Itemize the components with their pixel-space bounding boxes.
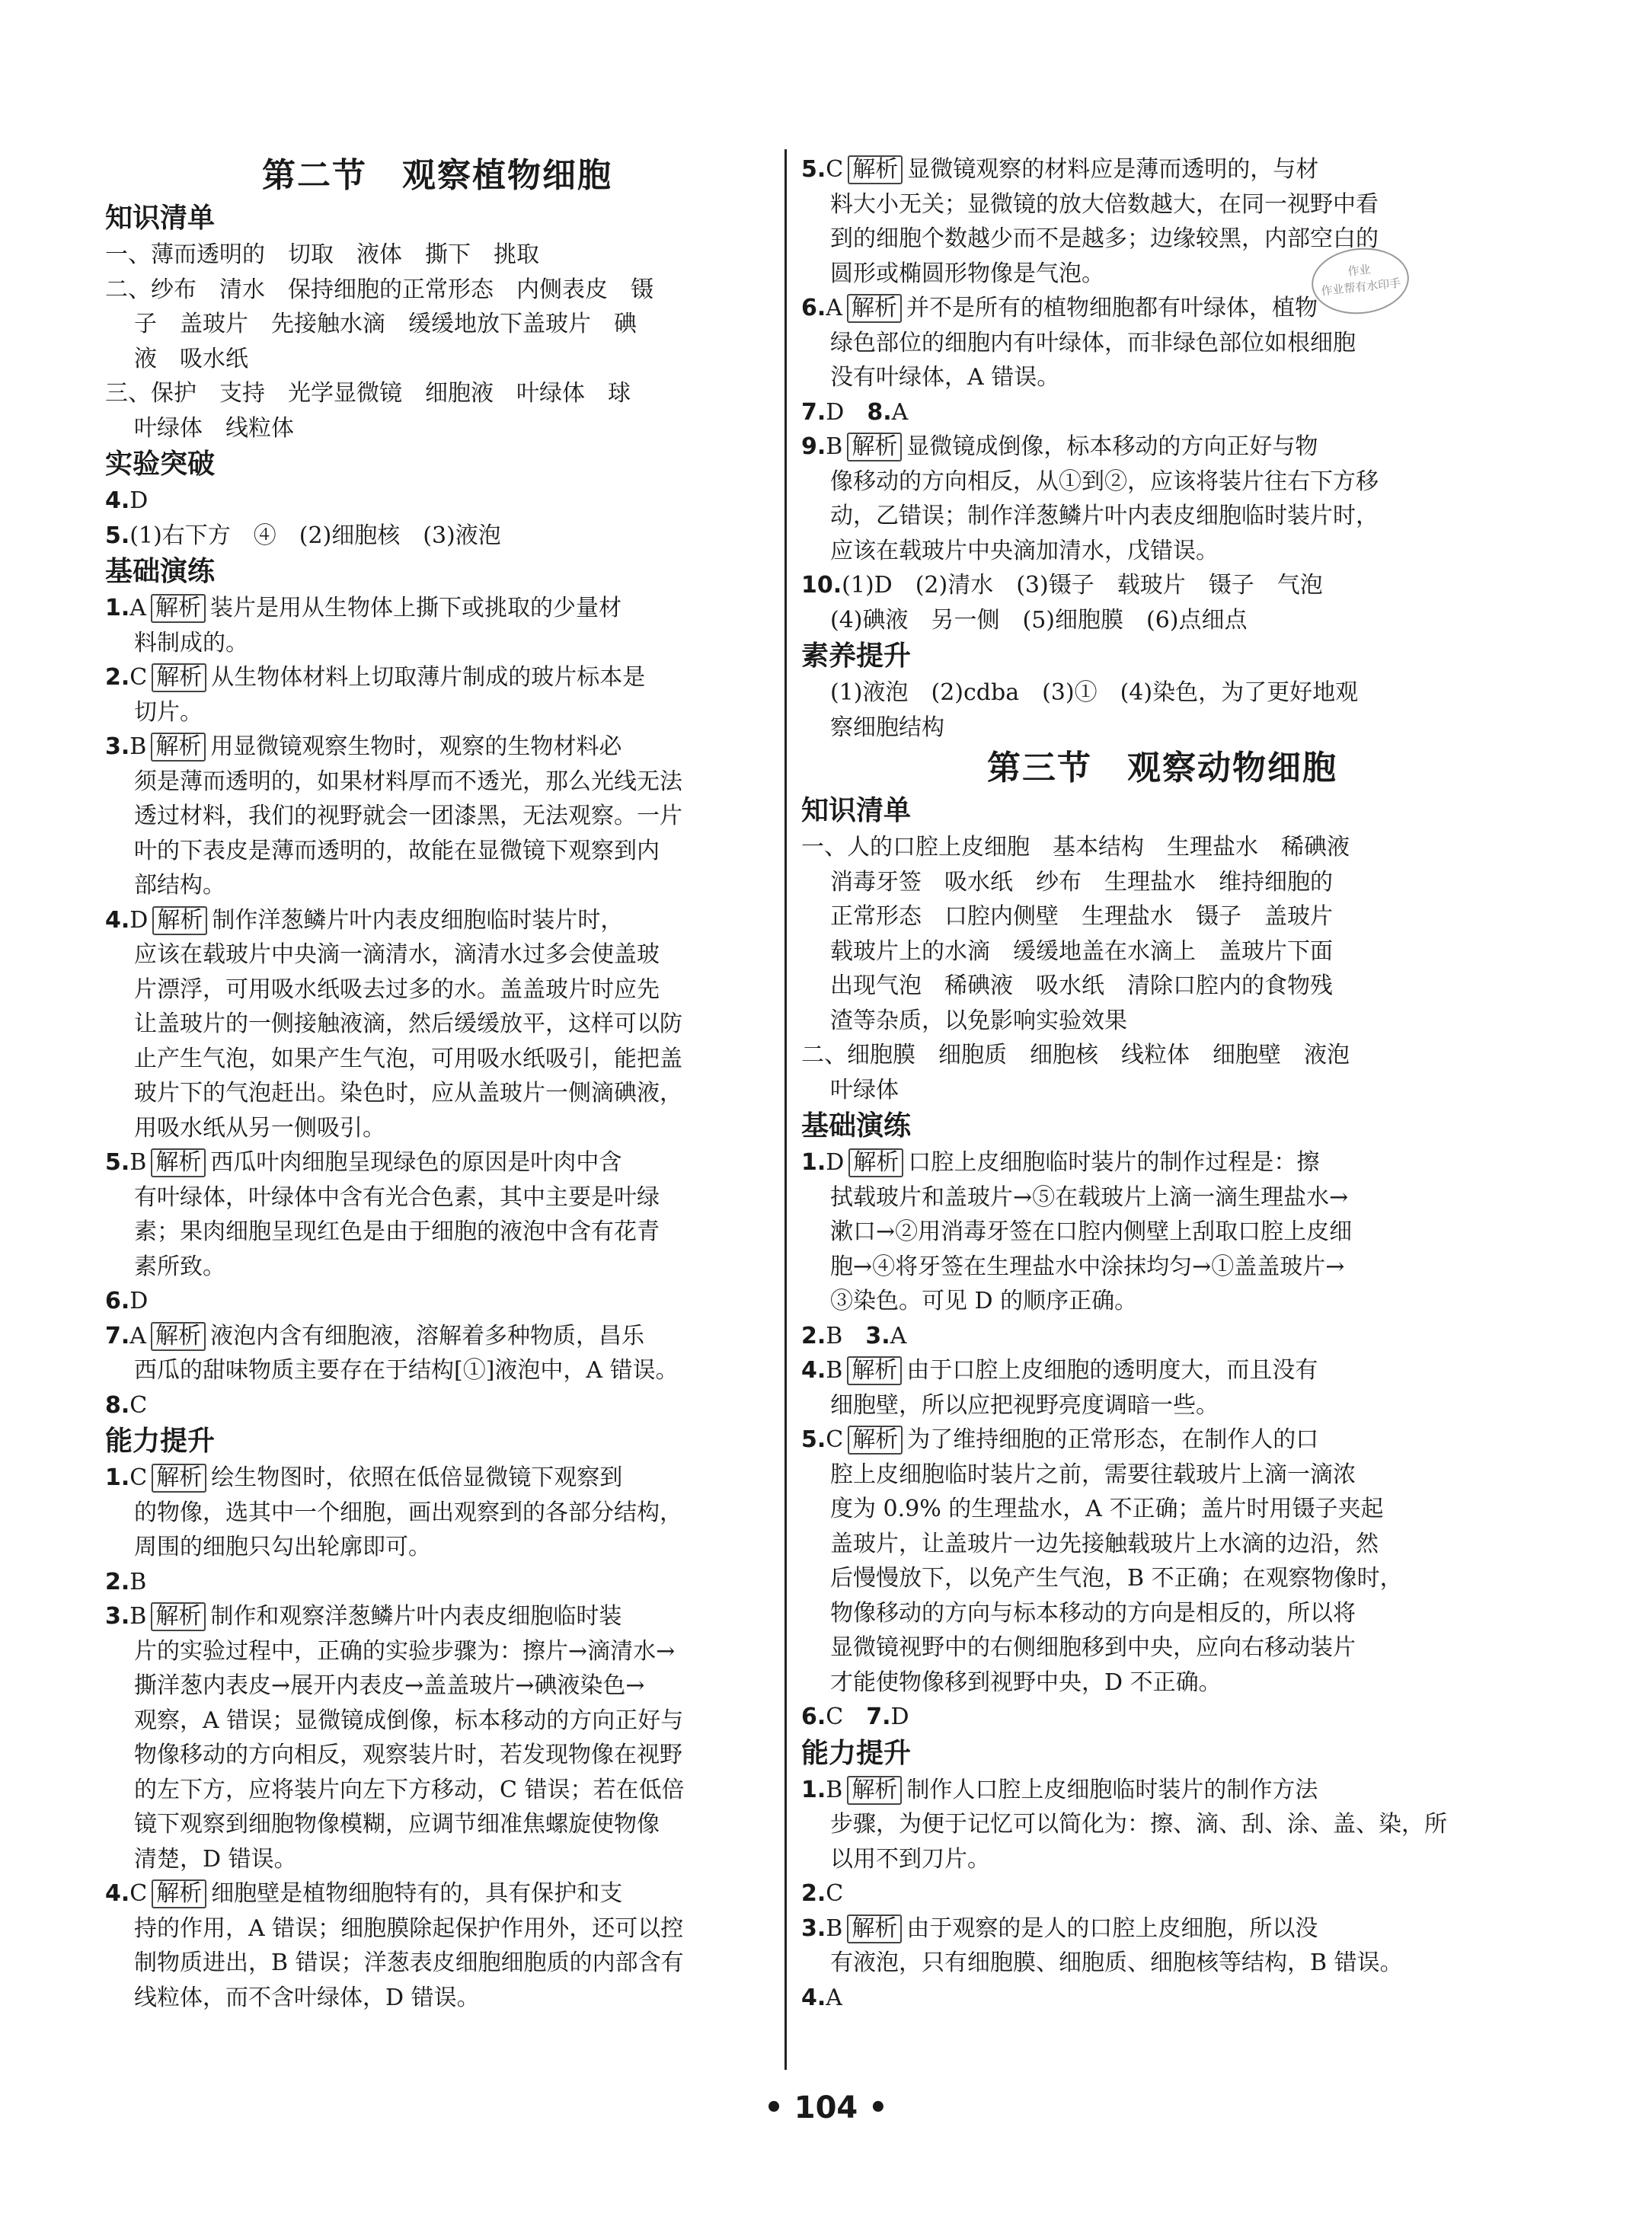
analysis-tag: 解析	[151, 733, 206, 762]
question-number: 5.	[105, 522, 130, 549]
text-line: 制物质进出，B 错误；洋葱表皮细胞细胞质的内部含有	[134, 1950, 684, 1976]
analysis-tag: 解析	[847, 1356, 902, 1385]
text-line: 子 盖玻片 先接触水滴 缓缓地放下盖玻片 碘	[134, 311, 637, 337]
answer-choice: C	[826, 156, 844, 183]
text-line: 清楚，D 错误。	[134, 1845, 297, 1873]
answer-item	[801, 1423, 1523, 1458]
analysis-tag: 解析	[847, 1914, 902, 1943]
answer-choice: A	[129, 1322, 146, 1349]
question-number: 8.	[105, 1391, 130, 1419]
answer-item	[105, 591, 769, 626]
answer-choice: B	[129, 1568, 147, 1595]
answer-item	[105, 519, 769, 554]
question-number: 2.	[801, 1880, 826, 1907]
answer-item	[105, 1599, 769, 1634]
text-line: 到的细胞个数越少而不是越多；边缘较黑，内部空白的	[830, 225, 1379, 252]
subsection-heading: 知识清单	[105, 203, 216, 234]
explanation-text: 为了维持细胞的正常形态，在制作人的口	[907, 1426, 1319, 1453]
text-line: 才能使物像移到视野中央，D 不正确。	[830, 1669, 1222, 1696]
subsection-heading: 能力提升	[105, 1426, 216, 1457]
text-line: 胞→④将牙签在生理盐水中涂抹均匀→①盖盖玻片→	[830, 1253, 1345, 1280]
answer-choice: C	[129, 1464, 148, 1491]
text-line: 以用不到刀片。	[830, 1845, 990, 1873]
subsection-heading: 能力提升	[801, 1737, 912, 1769]
text-line: 撕洋葱内表皮→展开内表皮→盖盖玻片→碘液染色→	[134, 1672, 645, 1699]
answer-item	[105, 1461, 769, 1496]
text-line: 物像移动的方向与标本移动的方向是相反的，所以将	[830, 1599, 1356, 1627]
answer-item	[801, 1981, 1523, 2016]
answer-item	[105, 660, 769, 695]
answer-choice: B	[826, 433, 843, 460]
answer-choice: B	[129, 733, 147, 760]
answer-choice: (1)D (2)清水 (3)镊子 载玻片 镊子 气泡	[842, 572, 1323, 599]
question-number: 7.	[866, 1704, 891, 1730]
explanation-text: 西瓜叶肉细胞呈现绿色的原因是叶肉中含	[210, 1149, 622, 1176]
text-line: 绿色部位的细胞内有叶绿体，而非绿色部位如根细胞	[830, 329, 1356, 356]
explanation-text: 用显微镜观察生物时，观察的生物材料必	[210, 733, 622, 760]
answer-choice: B	[826, 1322, 866, 1349]
analysis-tag: 解析	[151, 594, 206, 623]
text-line: 出现气泡 稀碘液 吸水纸 清除口腔内的食物残	[830, 972, 1333, 999]
stamp-line-2: 作业帮有水印手	[1320, 276, 1401, 299]
question-number: 4.	[801, 1357, 826, 1384]
analysis-tag: 解析	[848, 1426, 903, 1455]
text-line: 观察，A 错误；显微镜成倒像，标本移动的方向正好与	[134, 1707, 684, 1734]
question-number: 2.	[105, 1568, 130, 1595]
question-number: 5.	[801, 156, 826, 183]
question-number: 1.	[801, 1149, 826, 1176]
answer-choice: A	[826, 1984, 842, 2011]
text-line: 细胞壁，所以应把视野亮度调暗一些。	[830, 1391, 1219, 1419]
question-number: 3.	[801, 1914, 826, 1942]
answer-item	[105, 1319, 769, 1354]
question-number: 2.	[801, 1322, 826, 1349]
answer-item	[801, 1353, 1523, 1388]
text-line: 持的作用，A 错误；细胞膜除起保护作用外，还可以控	[134, 1914, 684, 1942]
text-line: 料制成的。	[134, 629, 248, 656]
answer-choice: A	[129, 595, 146, 621]
analysis-tag: 解析	[152, 906, 207, 935]
analysis-tag: 解析	[151, 1148, 206, 1177]
answer-choice: A	[890, 1322, 907, 1349]
text-line: 叶的下表皮是薄而透明的，故能在显微镜下观察到内	[134, 837, 660, 864]
analysis-tag: 解析	[847, 294, 902, 323]
question-number: 4.	[105, 906, 130, 934]
question-number: 5.	[105, 1149, 130, 1176]
explanation-text: 口腔上皮细胞临时装片的制作过程是：擦	[908, 1149, 1320, 1176]
answer-item	[801, 152, 1523, 187]
text-line: 圆形或椭圆形物像是气泡。	[830, 260, 1104, 287]
answer-choice: D	[129, 906, 149, 934]
answer-choice: D	[826, 1149, 845, 1176]
text-line: 线粒体，而不含叶绿体，D 错误。	[134, 1984, 480, 2011]
text-line: 须是薄而透明的，如果材料厚而不透光，那么光线无法	[134, 768, 682, 795]
text-line: 切片。	[134, 698, 203, 726]
text-line: 一、薄而透明的 切取 液体 撕下 挑取	[105, 241, 539, 268]
subsection-heading: 基础演练	[801, 1110, 912, 1142]
question-number: 5.	[801, 1426, 826, 1453]
text-line: 应该在载玻片中央滴一滴清水，滴清水过多会使盖玻	[134, 941, 660, 968]
text-line: 步骤，为便于记忆可以简化为：擦、滴、刮、涂、盖、染，所	[830, 1811, 1447, 1838]
analysis-tag: 解析	[848, 1148, 903, 1177]
text-line: 料大小无关；显微镜的放大倍数越大，在同一视野中看	[830, 190, 1379, 218]
answer-choice: C	[826, 1426, 844, 1453]
subsection-heading: 实验突破	[105, 449, 216, 480]
answer-choice: C	[129, 1391, 148, 1419]
explanation-text: 绘生物图时，依照在低倍显微镜下观察到	[211, 1464, 623, 1491]
text-line: 物像移动的方向相反，观察装片时，若发现物像在视野	[134, 1742, 682, 1768]
text-line: 的左下方，应将装片向左下方移动，C 错误；若在低倍	[134, 1776, 685, 1803]
explanation-text: 显微镜成倒像，标本移动的方向正好与物	[906, 433, 1318, 460]
answer-item	[105, 730, 769, 765]
answer-choice: (1)右下方 ④ (2)细胞核 (3)液泡	[129, 522, 501, 549]
explanation-text: 细胞壁是植物细胞特有的，具有保护和支	[211, 1880, 623, 1907]
text-line: 玻片下的气泡赶出。染色时，应从盖玻片一侧滴碘液，	[134, 1080, 682, 1107]
question-number: 7.	[801, 398, 826, 426]
text-line: 消毒牙签 吸水纸 纱布 生理盐水 维持细胞的	[830, 868, 1333, 896]
analysis-tag: 解析	[152, 1879, 206, 1908]
answer-choice: A	[891, 398, 909, 426]
analysis-tag: 解析	[151, 1602, 206, 1631]
text-line: 漱口→②用消毒牙签在口腔内侧壁上刮取口腔上皮细	[830, 1218, 1353, 1245]
text-line: 正常形态 口腔内侧壁 生理盐水 镊子 盖玻片	[830, 903, 1333, 930]
text-line: 载玻片上的水滴 缓缓地盖在水滴上 盖玻片下面	[830, 937, 1333, 965]
text-line: 让盖玻片的一侧接触液滴，然后缓缓放平，这样可以防	[134, 1011, 682, 1037]
explanation-text: 由于观察的是人的口腔上皮细胞，所以没	[906, 1914, 1318, 1942]
analysis-tag: 解析	[151, 1322, 206, 1351]
answer-choice: B	[826, 1776, 843, 1803]
answer-item	[105, 484, 769, 519]
subsection-heading: 素养提升	[801, 640, 912, 672]
text-line: 叶绿体	[830, 1076, 899, 1103]
question-number: 9.	[801, 433, 826, 460]
answer-choice: B	[129, 1149, 147, 1176]
text-line: 腔上皮细胞临时装片之前，需要往载玻片上滴一滴浓	[830, 1461, 1356, 1488]
answer-choice: D	[129, 487, 149, 514]
answer-item	[801, 1911, 1523, 1946]
text-line: 三、保护 支持 光学显微镜 细胞液 叶绿体 球	[105, 380, 631, 407]
explanation-text: 制作和观察洋葱鳞片叶内表皮细胞临时装	[210, 1603, 622, 1630]
answer-item	[801, 1773, 1523, 1808]
text-line: 应该在载玻片中央滴加清水，戊错误。	[830, 537, 1219, 564]
answer-choice: B	[129, 1603, 147, 1630]
question-number: 4.	[105, 1880, 130, 1907]
answer-choice: B	[826, 1357, 843, 1384]
text-line: 盖玻片，让盖玻片一边先接触载玻片上水滴的边沿，然	[830, 1530, 1379, 1557]
text-line: 度为 0.9% 的生理盐水，A 不正确；盖片时用镊子夹起	[830, 1496, 1384, 1522]
question-number: 3.	[105, 733, 130, 760]
text-line: 西瓜的甜味物质主要存在于结构[①]液泡中，A 错误。	[134, 1357, 679, 1384]
question-number: 10.	[801, 572, 842, 599]
text-line: 周围的细胞只勾出轮廓即可。	[134, 1534, 431, 1560]
analysis-tag: 解析	[152, 663, 206, 692]
answer-choice: C	[826, 1704, 867, 1730]
text-line: 部结构。	[134, 872, 225, 899]
answer-item	[801, 1319, 1523, 1354]
answer-item	[801, 1876, 1523, 1911]
question-number: 1.	[801, 1776, 826, 1803]
text-line: 片的实验过程中，正确的实验步骤为：擦片→滴清水→	[134, 1637, 676, 1665]
section-title: 第三节 观察动物细胞	[987, 749, 1337, 787]
text-line: 有叶绿体，叶绿体中含有光合色素，其中主要是叶绿	[134, 1183, 660, 1211]
explanation-text: 装片是用从生物体上撕下或挑取的少量材	[209, 595, 621, 621]
explanation-text: 液泡内含有细胞液，溶解着多种物质，昌乐	[209, 1322, 644, 1349]
answer-item	[801, 395, 1523, 430]
text-line: 片漂浮，可用吸水纸吸去过多的水。盖盖玻片时应先	[134, 976, 660, 1003]
answer-item	[801, 568, 1523, 603]
text-line: 液 吸水纸	[134, 345, 248, 372]
left-column	[105, 152, 769, 2015]
answer-item	[105, 1565, 769, 1600]
text-line: 二、细胞膜 细胞质 细胞核 线粒体 细胞壁 液泡	[801, 1042, 1350, 1068]
question-number: 8.	[867, 398, 892, 426]
answer-item	[105, 1388, 769, 1423]
answer-choice: D	[826, 398, 868, 426]
explanation-text: 并不是所有的植物细胞都有叶绿体，植物	[906, 295, 1318, 321]
answer-item	[105, 1145, 769, 1180]
analysis-tag: 解析	[847, 433, 902, 461]
text-line: 叶绿体 线粒体	[134, 414, 294, 442]
right-column	[801, 152, 1523, 2015]
question-number: 3.	[105, 1603, 130, 1630]
answer-item	[801, 1145, 1523, 1180]
text-line: 用吸水纸从另一侧吸引。	[134, 1114, 385, 1142]
text-line: 有液泡，只有细胞膜、细胞质、细胞核等结构，B 错误。	[830, 1950, 1403, 1976]
text-line: 素；果肉细胞呈现红色是由于细胞的液泡中含有花青	[134, 1218, 660, 1245]
text-line: 渣等杂质，以免影响实验效果	[830, 1007, 1127, 1034]
explanation-text: 由于口腔上皮细胞的透明度大，而且没有	[906, 1357, 1318, 1384]
question-number: 3.	[865, 1322, 890, 1349]
page-number: • 104 •	[764, 2090, 888, 2125]
question-number: 2.	[105, 664, 130, 691]
subsection-heading: 基础演练	[105, 556, 216, 587]
subsection-heading: 知识清单	[801, 795, 912, 826]
answer-choice: A	[826, 295, 842, 321]
question-number: 7.	[105, 1322, 130, 1349]
text-line: 后慢慢放下，以免产生气泡，B 不正确；在观察物像时，	[830, 1565, 1403, 1592]
stamp-line-1: 作业	[1347, 262, 1372, 279]
text-line: 显微镜视野中的右侧细胞移到中央，应向右移动装片	[830, 1634, 1356, 1661]
question-number: 1.	[105, 1464, 130, 1491]
explanation-text: 制作洋葱鳞片叶内表皮细胞临时装片时，	[212, 906, 624, 934]
text-line: 透过材料，我们的视野就会一团漆黑，无法观察。一片	[134, 803, 682, 829]
section-title: 第二节 观察植物细胞	[262, 156, 612, 195]
question-number: 1.	[105, 595, 130, 621]
answer-choice: C	[826, 1880, 844, 1907]
question-number: 4.	[801, 1984, 826, 2011]
text-line: 拭载玻片和盖玻片→⑤在载玻片上滴一滴生理盐水→	[830, 1183, 1349, 1211]
answer-item	[801, 291, 1523, 326]
answer-choice: B	[826, 1914, 843, 1942]
text-line: 动，乙错误；制作洋葱鳞片叶内表皮细胞临时装片时，	[830, 503, 1379, 529]
answer-choice: C	[129, 664, 148, 691]
column-divider	[784, 149, 787, 2070]
text-line: 察细胞结构	[830, 714, 944, 741]
answer-choice: C	[129, 1880, 148, 1907]
text-line: 素所致。	[134, 1253, 225, 1280]
answer-choice: D	[129, 1288, 149, 1314]
question-number: 6.	[105, 1288, 130, 1314]
explanation-text: 显微镜观察的材料应是薄而透明的，与材	[907, 156, 1319, 183]
text-line: ③染色。可见 D 的顺序正确。	[830, 1288, 1138, 1314]
analysis-tag: 解析	[848, 155, 903, 184]
text-line: 止产生气泡，如果产生气泡，可用吸水纸吸引，能把盖	[134, 1045, 682, 1072]
explanation-text: 制作人口腔上皮细胞临时装片的制作方法	[906, 1776, 1318, 1803]
question-number: 4.	[105, 487, 130, 514]
text-line: 镜下观察到细胞物像模糊，应调节细准焦螺旋使物像	[134, 1811, 660, 1838]
answer-item	[105, 1876, 769, 1911]
answer-item	[105, 903, 769, 938]
question-number: 6.	[801, 295, 826, 321]
text-line: 二、纱布 清水 保持细胞的正常形态 内侧表皮 镊	[105, 276, 653, 303]
answer-choice: D	[890, 1704, 909, 1730]
explanation-text: 从生物体材料上切取薄片制成的玻片标本是	[211, 664, 646, 691]
answer-item	[801, 430, 1523, 465]
answer-item	[105, 1284, 769, 1319]
answer-item	[801, 1700, 1523, 1735]
question-number: 6.	[801, 1704, 826, 1730]
text-line: 一、人的口腔上皮细胞 基本结构 生理盐水 稀碘液	[801, 834, 1350, 861]
text-line: (1)液泡 (2)cdba (3)① (4)染色，为了更好地观	[830, 679, 1359, 706]
text-line: 像移动的方向相反，从①到②，应该将装片往右下方移	[830, 468, 1379, 495]
text-line: 的物像，选其中一个细胞，画出观察到的各部分结构，	[134, 1499, 682, 1526]
analysis-tag: 解析	[847, 1776, 902, 1805]
text-line: (4)碘液 另一侧 (5)细胞膜 (6)点细点	[830, 606, 1248, 634]
text-line: 没有叶绿体，A 错误。	[830, 364, 1060, 391]
analysis-tag: 解析	[152, 1464, 206, 1493]
